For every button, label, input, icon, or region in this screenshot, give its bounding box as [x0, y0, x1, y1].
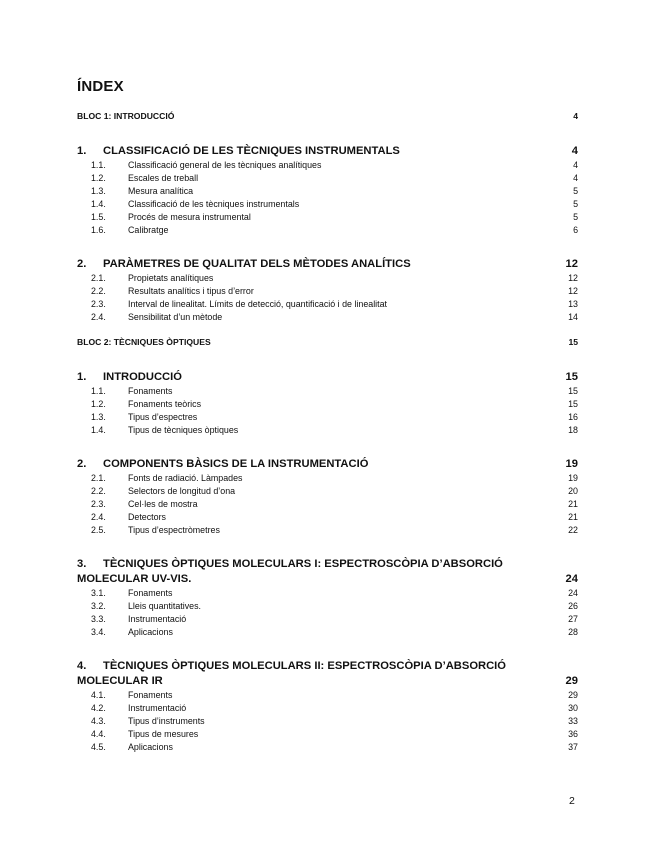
toc-subsection[interactable] [77, 729, 578, 739]
toc-section-number: 1. [77, 371, 87, 383]
toc-sub-page: 36 [568, 729, 578, 739]
toc-sub-number: 2.2. [91, 286, 106, 296]
toc-sub-number: 4.3. [91, 716, 106, 726]
toc-sub-title: Fonaments [128, 690, 173, 700]
toc-subsection[interactable] [77, 412, 578, 422]
toc-subsection[interactable] [77, 601, 578, 611]
toc-section-page: 15 [565, 371, 578, 383]
toc-bloc-2[interactable] [77, 337, 578, 347]
toc-section-number: 2. [77, 458, 87, 470]
toc-sub-number: 1.3. [91, 412, 106, 422]
toc-sub-title: Cel·les de mostra [128, 499, 198, 509]
toc-subsection[interactable] [77, 225, 578, 235]
toc-section[interactable] [77, 258, 578, 270]
toc-sub-title: Procés de mesura instrumental [128, 212, 251, 222]
toc-sub-page: 26 [568, 601, 578, 611]
toc-sub-page: 4 [573, 160, 578, 170]
toc-subsection[interactable] [77, 186, 578, 196]
toc-sub-number: 2.4. [91, 312, 106, 322]
toc-subsection[interactable] [77, 473, 578, 483]
toc-sub-title: Fonaments [128, 588, 173, 598]
toc-sub-number: 3.1. [91, 588, 106, 598]
toc-sub-number: 1.2. [91, 173, 106, 183]
toc-subsection[interactable] [77, 299, 578, 309]
toc-sub-number: 3.2. [91, 601, 106, 611]
toc-entry-page: 15 [568, 337, 578, 347]
toc-subsection[interactable] [77, 173, 578, 183]
toc-subsection[interactable] [77, 742, 578, 752]
toc-entry-page: 4 [573, 111, 578, 121]
toc-section[interactable] [77, 558, 578, 585]
toc-section[interactable] [77, 660, 578, 687]
toc-section-page: 19 [565, 458, 578, 470]
toc-sub-page: 18 [568, 425, 578, 435]
toc-sub-page: 27 [568, 614, 578, 624]
toc-sub-title: Lleis quantitatives. [128, 601, 202, 611]
toc-subsection[interactable] [77, 716, 578, 726]
toc-sub-page: 14 [568, 312, 578, 322]
toc-subsection[interactable] [77, 588, 578, 598]
toc-section-title: PARÀMETRES DE QUALITAT DELS MÈTODES ANALÍTICS [103, 258, 411, 270]
toc-sub-title: Tipus d’instruments [128, 716, 205, 726]
toc-sub-title: Fonaments teòrics [128, 399, 202, 409]
toc-sub-number: 2.5. [91, 525, 106, 535]
toc-sub-page: 24 [568, 588, 578, 598]
toc-sub-number: 1.4. [91, 199, 106, 209]
toc-section-number: 3. [77, 558, 87, 570]
toc-sub-page: 12 [568, 286, 578, 296]
toc-sub-title: Interval de linealitat. Límits de detecció, quantificació i de linealitat [128, 299, 388, 309]
toc-sub-page: 21 [568, 499, 578, 509]
toc-section-title: INTRODUCCIÓ [103, 371, 182, 383]
toc-sub-title: Tipus d’espectres [128, 412, 198, 422]
page-number: 2 [569, 795, 575, 807]
toc-sub-number: 1.4. [91, 425, 106, 435]
toc-subsection[interactable] [77, 199, 578, 209]
toc-sub-page: 19 [568, 473, 578, 483]
toc-section-title-line1: TÈCNIQUES ÒPTIQUES MOLECULARS II: ESPECTROSCÒPIA D’ABSORCIÓ [103, 660, 506, 672]
toc-subsection[interactable] [77, 525, 578, 535]
toc-subsection[interactable] [77, 614, 578, 624]
toc-sub-page: 15 [568, 386, 578, 396]
toc-sub-number: 4.4. [91, 729, 106, 739]
toc-sub-title: Instrumentació [128, 703, 187, 713]
toc-sub-page: 16 [568, 412, 578, 422]
toc-entry-title: BLOC 1: INTRODUCCIÓ [77, 111, 175, 121]
toc-sub-title: Resultats analítics i tipus d’error [128, 286, 254, 296]
toc-subsection[interactable] [77, 399, 578, 409]
toc-sub-title: Tipus d’espectròmetres [128, 525, 220, 535]
toc-sub-page: 15 [568, 399, 578, 409]
toc-entry-title: BLOC 2: TÈCNIQUES ÒPTIQUES [77, 337, 211, 347]
toc-sub-title: Fonaments [128, 386, 173, 396]
toc-subsection[interactable] [77, 160, 578, 170]
toc-sub-number: 1.6. [91, 225, 106, 235]
toc-sub-page: 12 [568, 273, 578, 283]
toc-section-number: 4. [77, 660, 87, 672]
toc-sub-title: Selectors de longitud d’ona [128, 486, 236, 496]
toc-sub-page: 30 [568, 703, 578, 713]
toc-sub-title: Sensibilitat d’un mètode [128, 312, 223, 322]
toc-section[interactable] [77, 458, 578, 470]
toc-subsection[interactable] [77, 425, 578, 435]
toc-section-title: CLASSIFICACIÓ DE LES TÈCNIQUES INSTRUMENTALS [103, 145, 400, 157]
toc-section-title-line2: MOLECULAR IR [77, 675, 163, 687]
toc-subsection[interactable] [77, 690, 578, 700]
toc-sub-title: Instrumentació [128, 614, 187, 624]
toc-subsection[interactable] [77, 499, 578, 509]
toc-sub-title: Aplicacions [128, 627, 173, 637]
toc-sub-page: 5 [573, 186, 578, 196]
toc-sub-title: Escales de treball [128, 173, 199, 183]
toc-subsection[interactable] [77, 286, 578, 296]
toc-sub-title: Classificació general de les tècniques analítiques [128, 160, 322, 170]
toc-subsection[interactable] [77, 212, 578, 222]
toc-subsection[interactable] [77, 273, 578, 283]
toc-sub-number: 2.3. [91, 299, 106, 309]
toc-sub-title: Aplicacions [128, 742, 173, 752]
toc-sub-number: 4.1. [91, 690, 106, 700]
toc-sub-number: 1.2. [91, 399, 106, 409]
toc-section-title-line2: MOLECULAR UV-VIS. [77, 573, 192, 585]
toc-subsection[interactable] [77, 486, 578, 496]
toc-sub-number: 3.3. [91, 614, 106, 624]
toc-sub-number: 4.5. [91, 742, 106, 752]
toc-sub-page: 20 [568, 486, 578, 496]
toc-sub-title: Mesura analítica [128, 186, 194, 196]
toc-sub-page: 4 [573, 173, 578, 183]
toc-section-number: 2. [77, 258, 87, 270]
toc-sub-page: 5 [573, 212, 578, 222]
toc-sub-page: 5 [573, 199, 578, 209]
toc-sub-number: 3.4. [91, 627, 106, 637]
toc-sub-number: 2.2. [91, 486, 106, 496]
toc-sub-title: Tipus de tècniques òptiques [128, 425, 239, 435]
toc-sub-number: 1.1. [91, 160, 106, 170]
toc-subsection[interactable] [77, 627, 578, 637]
toc-sub-title: Propietats analítiques [128, 273, 214, 283]
toc-sub-number: 1.1. [91, 386, 106, 396]
toc-section-page: 29 [565, 675, 578, 687]
toc-section[interactable] [77, 145, 578, 157]
toc-sub-page: 6 [573, 225, 578, 235]
toc-sub-number: 2.1. [91, 273, 106, 283]
toc-section-page: 4 [571, 145, 578, 157]
toc-sub-page: 22 [568, 525, 578, 535]
toc-sub-number: 2.1. [91, 473, 106, 483]
toc-section-title: COMPONENTS BÀSICS DE LA INSTRUMENTACIÓ [103, 458, 369, 470]
toc-sub-page: 33 [568, 716, 578, 726]
toc-subsection[interactable] [77, 312, 578, 322]
toc-subsection[interactable] [77, 703, 578, 713]
toc-sub-number: 2.4. [91, 512, 106, 522]
toc-sub-number: 1.3. [91, 186, 106, 196]
toc-bloc-1[interactable] [77, 111, 578, 121]
toc-sub-title: Classificació de les tècniques instrumentals [128, 199, 300, 209]
toc-subsection[interactable] [77, 512, 578, 522]
toc-section-page: 24 [565, 573, 578, 585]
toc-sub-page: 21 [568, 512, 578, 522]
toc-section-page: 12 [565, 258, 578, 270]
toc-section-title-line1: TÈCNIQUES ÒPTIQUES MOLECULARS I: ESPECTROSCÒPIA D’ABSORCIÓ [103, 558, 503, 570]
toc-sub-title: Fonts de radiació. Làmpades [128, 473, 243, 483]
toc-sub-page: 29 [568, 690, 578, 700]
toc-sub-title: Tipus de mesures [128, 729, 199, 739]
toc-sub-number: 4.2. [91, 703, 106, 713]
toc-sub-page: 13 [568, 299, 578, 309]
toc-section[interactable] [77, 371, 578, 383]
toc-section-number: 1. [77, 145, 87, 157]
toc-sub-title: Detectors [128, 512, 166, 522]
toc-sub-number: 2.3. [91, 499, 106, 509]
page-title: ÍNDEX [77, 78, 124, 95]
toc-sub-page: 28 [568, 627, 578, 637]
toc-sub-number: 1.5. [91, 212, 106, 222]
toc-subsection[interactable] [77, 386, 578, 396]
toc-sub-title: Calibratge [128, 225, 169, 235]
toc-sub-page: 37 [568, 742, 578, 752]
